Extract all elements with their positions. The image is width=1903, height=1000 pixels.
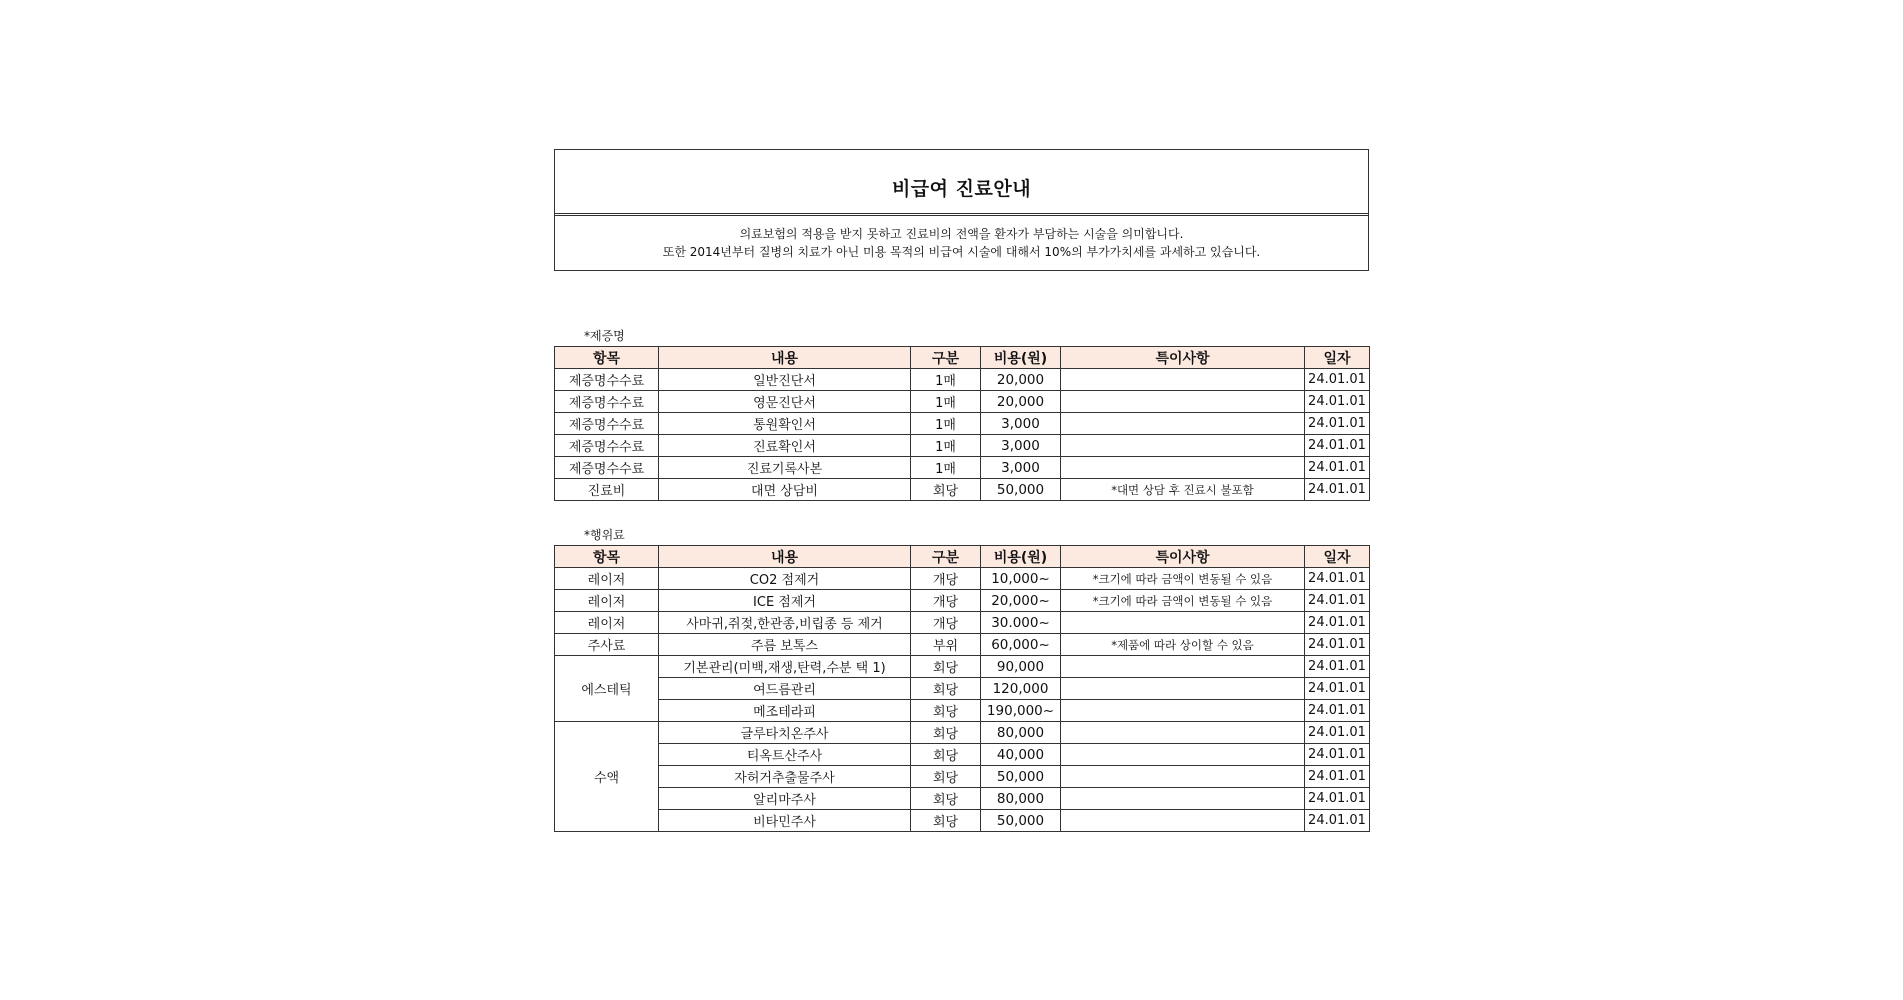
cell-date: 24.01.01 [1305,457,1370,479]
cell-date: 24.01.01 [1305,612,1370,634]
column-header-note: 특이사항 [1061,347,1305,369]
column-header-note: 특이사항 [1061,546,1305,568]
cell-price: 90,000 [981,656,1061,678]
cell-note [1061,810,1305,832]
certificate-fee-table [554,346,1370,501]
cell-note: *제품에 따라 상이할 수 있음 [1061,634,1305,656]
table-row [555,766,1370,788]
cell-date: 24.01.01 [1305,590,1370,612]
cell-content: 사마귀,쥐젖,한관종,비립종 등 제거 [659,612,911,634]
notice-header-box [554,149,1369,271]
table-row [555,612,1370,634]
cell-content: 알리마주사 [659,788,911,810]
cell-date: 24.01.01 [1305,810,1370,832]
cell-item: 제증명수수료 [555,457,659,479]
document-page [554,149,1369,832]
column-header-content: 내용 [659,546,911,568]
cell-note [1061,700,1305,722]
cell-unit: 개당 [911,590,981,612]
cell-item: 주사료 [555,634,659,656]
cell-content: 일반진단서 [659,369,911,391]
cell-note [1061,744,1305,766]
table-row [555,479,1370,501]
cell-date: 24.01.01 [1305,391,1370,413]
cell-price: 10,000~ [981,568,1061,590]
cell-note: *대면 상담 후 진료시 불포함 [1061,479,1305,501]
column-header-unit: 구분 [911,347,981,369]
cell-content: 티옥트산주사 [659,744,911,766]
cell-note [1061,766,1305,788]
cell-note [1061,369,1305,391]
cell-price: 80,000 [981,788,1061,810]
cell-content: 영문진단서 [659,391,911,413]
cell-note [1061,678,1305,700]
cell-item: 제증명수수료 [555,413,659,435]
cell-date: 24.01.01 [1305,634,1370,656]
notice-description [555,216,1368,270]
cell-unit: 1매 [911,413,981,435]
cell-note [1061,435,1305,457]
cell-unit: 회당 [911,479,981,501]
cell-content: 대면 상담비 [659,479,911,501]
cell-note [1061,391,1305,413]
cell-date: 24.01.01 [1305,413,1370,435]
table-row [555,590,1370,612]
cell-date: 24.01.01 [1305,678,1370,700]
cell-unit: 1매 [911,457,981,479]
cell-unit: 개당 [911,568,981,590]
cell-unit: 회당 [911,656,981,678]
cell-date: 24.01.01 [1305,568,1370,590]
cell-date: 24.01.01 [1305,722,1370,744]
cell-price: 3,000 [981,435,1061,457]
cell-unit: 회당 [911,788,981,810]
column-header-date: 일자 [1305,546,1370,568]
table-header-row [555,347,1370,369]
cell-content: 글루타치온주사 [659,722,911,744]
cell-unit: 1매 [911,369,981,391]
column-header-price: 비용(원) [981,347,1061,369]
cell-item: 수액 [555,722,659,832]
cell-price: 20,000 [981,391,1061,413]
cell-unit: 1매 [911,435,981,457]
cell-price: 50,000 [981,479,1061,501]
description-line-2: 또한 2014년부터 질병의 치료가 아닌 미용 목적의 비급여 시술에 대해서 10%의 부가가치세를 과세하고 있습니다. [662,245,1261,259]
table-row [555,788,1370,810]
cell-note [1061,788,1305,810]
table-row [555,413,1370,435]
cell-content: 기본관리(미백,재생,탄력,수분 택 1) [659,656,911,678]
cell-content: CO2 점제거 [659,568,911,590]
cell-item: 제증명수수료 [555,369,659,391]
cell-unit: 회당 [911,766,981,788]
cell-price: 50,000 [981,810,1061,832]
cell-note [1061,612,1305,634]
column-header-unit: 구분 [911,546,981,568]
cell-price: 190,000~ [981,700,1061,722]
column-header-item: 항목 [555,546,659,568]
column-header-date: 일자 [1305,347,1370,369]
cell-unit: 부위 [911,634,981,656]
cell-price: 60,000~ [981,634,1061,656]
cell-note: *크기에 따라 금액이 변동될 수 있음 [1061,590,1305,612]
cell-price: 50,000 [981,766,1061,788]
cell-item: 에스테틱 [555,656,659,722]
cell-unit: 회당 [911,700,981,722]
section-label-procedures: *행위료 [584,528,625,542]
cell-date: 24.01.01 [1305,700,1370,722]
cell-price: 3,000 [981,413,1061,435]
cell-price: 40,000 [981,744,1061,766]
cell-unit: 회당 [911,810,981,832]
cell-price: 3,000 [981,457,1061,479]
cell-content: 진료기록사본 [659,457,911,479]
table-row [555,435,1370,457]
cell-date: 24.01.01 [1305,788,1370,810]
table-header-row [555,546,1370,568]
cell-date: 24.01.01 [1305,744,1370,766]
cell-price: 120,000 [981,678,1061,700]
table-row [555,457,1370,479]
cell-unit: 개당 [911,612,981,634]
table-row [555,722,1370,744]
cell-note [1061,457,1305,479]
table-row [555,391,1370,413]
cell-unit: 1매 [911,391,981,413]
column-header-price: 비용(원) [981,546,1061,568]
table-row [555,700,1370,722]
page-title: 비급여 진료안내 [555,150,1368,216]
column-header-content: 내용 [659,347,911,369]
cell-item: 레이저 [555,590,659,612]
cell-note [1061,656,1305,678]
cell-price: 20,000~ [981,590,1061,612]
cell-unit: 회당 [911,678,981,700]
column-header-item: 항목 [555,347,659,369]
cell-unit: 회당 [911,722,981,744]
cell-price: 30.000~ [981,612,1061,634]
cell-content: 주름 보톡스 [659,634,911,656]
cell-item: 제증명수수료 [555,391,659,413]
cell-price: 80,000 [981,722,1061,744]
cell-item: 진료비 [555,479,659,501]
cell-content: 자허거추출물주사 [659,766,911,788]
cell-date: 24.01.01 [1305,369,1370,391]
cell-content: 비타민주사 [659,810,911,832]
cell-content: 통원확인서 [659,413,911,435]
table-row [555,744,1370,766]
cell-date: 24.01.01 [1305,656,1370,678]
description-line-1: 의료보험의 적용을 받지 못하고 진료비의 전액을 환자가 부담하는 시술을 의미합니다. [739,227,1184,241]
table-row [555,369,1370,391]
section-label-certificates: *제증명 [584,329,625,343]
table-row [555,568,1370,590]
cell-content: 진료확인서 [659,435,911,457]
cell-date: 24.01.01 [1305,479,1370,501]
cell-note [1061,722,1305,744]
cell-date: 24.01.01 [1305,435,1370,457]
cell-content: 메조테라피 [659,700,911,722]
cell-item: 레이저 [555,612,659,634]
cell-content: ICE 점제거 [659,590,911,612]
cell-unit: 회당 [911,744,981,766]
table-row [555,678,1370,700]
table-row [555,634,1370,656]
procedure-fee-table [554,545,1370,832]
cell-note: *크기에 따라 금액이 변동될 수 있음 [1061,568,1305,590]
cell-note [1061,413,1305,435]
table-row [555,656,1370,678]
cell-date: 24.01.01 [1305,766,1370,788]
cell-item: 제증명수수료 [555,435,659,457]
table-row [555,810,1370,832]
cell-item: 레이저 [555,568,659,590]
cell-price: 20,000 [981,369,1061,391]
cell-content: 여드름관리 [659,678,911,700]
